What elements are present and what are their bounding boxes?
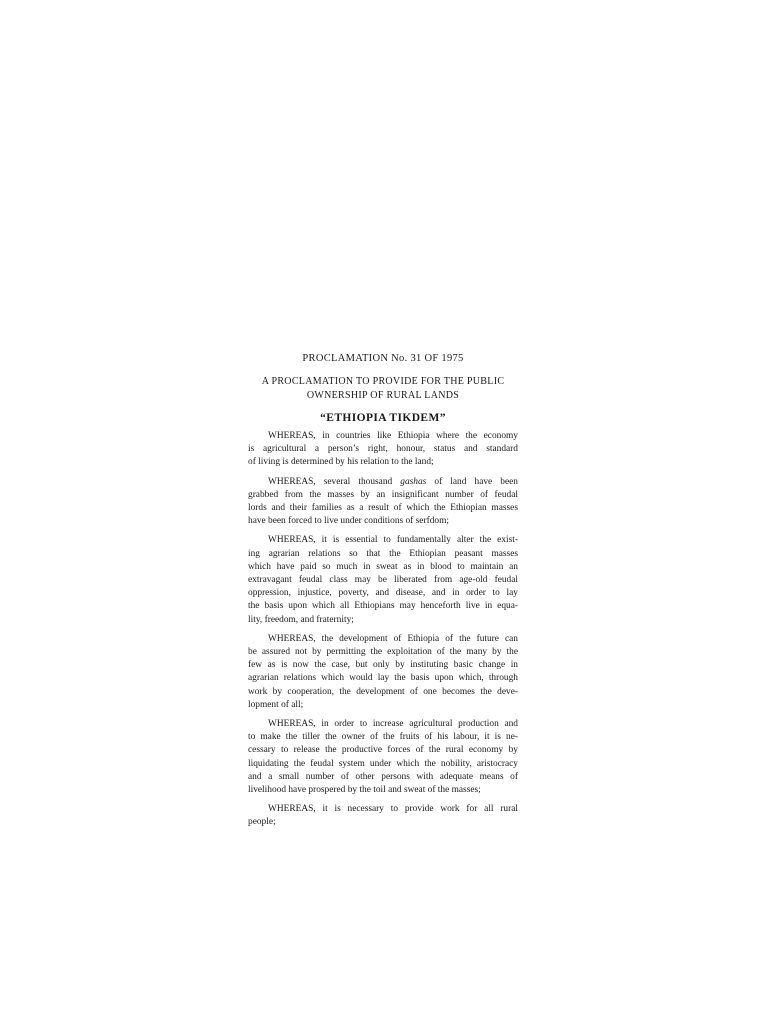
- document-page: [248, 352, 518, 836]
- whereas-paragraph: [248, 430, 518, 470]
- text-line: livelihood have prospered by the toil and sweat of the masses;: [248, 785, 481, 796]
- text-line: WHEREAS, in order to increase agricultural production and: [268, 719, 518, 730]
- subtitle-line: A PROCLAMATION TO PROVIDE FOR THE PUBLIC: [261, 376, 505, 387]
- text-line: WHEREAS, in countries like Ethiopia where the economy: [268, 431, 518, 441]
- text-line: ing agrarian relations so that the Ethiopian peasant masses: [248, 548, 518, 559]
- text-line: lopment of all;: [248, 699, 304, 710]
- proclamation-subtitle: [248, 375, 518, 403]
- proclamation-title: PROCLAMATION No. 31 OF 1975: [302, 353, 464, 364]
- text-line: grabbed from the masses by an insignificant number of feudal: [248, 489, 518, 500]
- text-line: and a small number of other persons with adequate means of: [248, 771, 518, 782]
- whereas-paragraph: [248, 718, 518, 797]
- text-line: cessary to release the productive forces of the rural economy by: [248, 745, 518, 756]
- text-line: lity, freedom, and fraternity;: [248, 614, 354, 625]
- motto-heading: “ETHIOPIA TIKDEM”: [320, 412, 446, 424]
- text-line: to make the tiller the owner of the fruits of his labour, it is ne-: [248, 732, 518, 743]
- text-line: extravagant feudal class may be liberated from age-old feudal: [248, 575, 518, 586]
- whereas-paragraph: [248, 803, 518, 829]
- subtitle-line: OWNERSHIP OF RURAL LANDS: [306, 390, 460, 401]
- text-line: WHEREAS, the development of Ethiopia of the future can: [268, 633, 518, 644]
- text-line: people;: [248, 817, 276, 828]
- text-line: WHEREAS, it is necessary to provide work for all rural: [268, 804, 518, 815]
- text-line: oppression, injustice, poverty, and disease, and in order to lay: [248, 588, 518, 599]
- text-line: of living is determined by his relation to the land;: [248, 457, 434, 468]
- whereas-paragraph: [248, 476, 518, 529]
- text-line: work by cooperation, the development of one becomes the deve-: [248, 686, 518, 697]
- text-line: lords and their families as a result of which the Ethiopian masses: [248, 503, 518, 514]
- text-line: few as is now the case, but only by instituting basic change in: [248, 660, 518, 671]
- text-line: the basis upon which all Ethiopians may henceforth live in equa-: [248, 601, 518, 612]
- text-line: agrarian relations which would lay the basis upon which, through: [248, 673, 518, 684]
- text-line: which have paid so much in sweat as in blood to maintain an: [248, 561, 518, 572]
- text-line: liquidating the feudal system under which the nobility, aristocracy: [248, 758, 518, 769]
- text-line: be assured not by permitting the exploitation of the many by the: [248, 647, 518, 658]
- text-line: WHEREAS, several thousand gashas of land have been: [268, 476, 518, 487]
- text-line: WHEREAS, it is essential to fundamentally alter the exist-: [268, 535, 518, 546]
- whereas-paragraph: [248, 534, 518, 626]
- whereas-paragraph: [248, 633, 518, 712]
- text-line: have been forced to live under conditions of serfdom;: [248, 516, 449, 527]
- text-line: is agricultural a person’s right, honour, status and standard: [248, 444, 518, 455]
- italic-term: gashas: [400, 476, 427, 487]
